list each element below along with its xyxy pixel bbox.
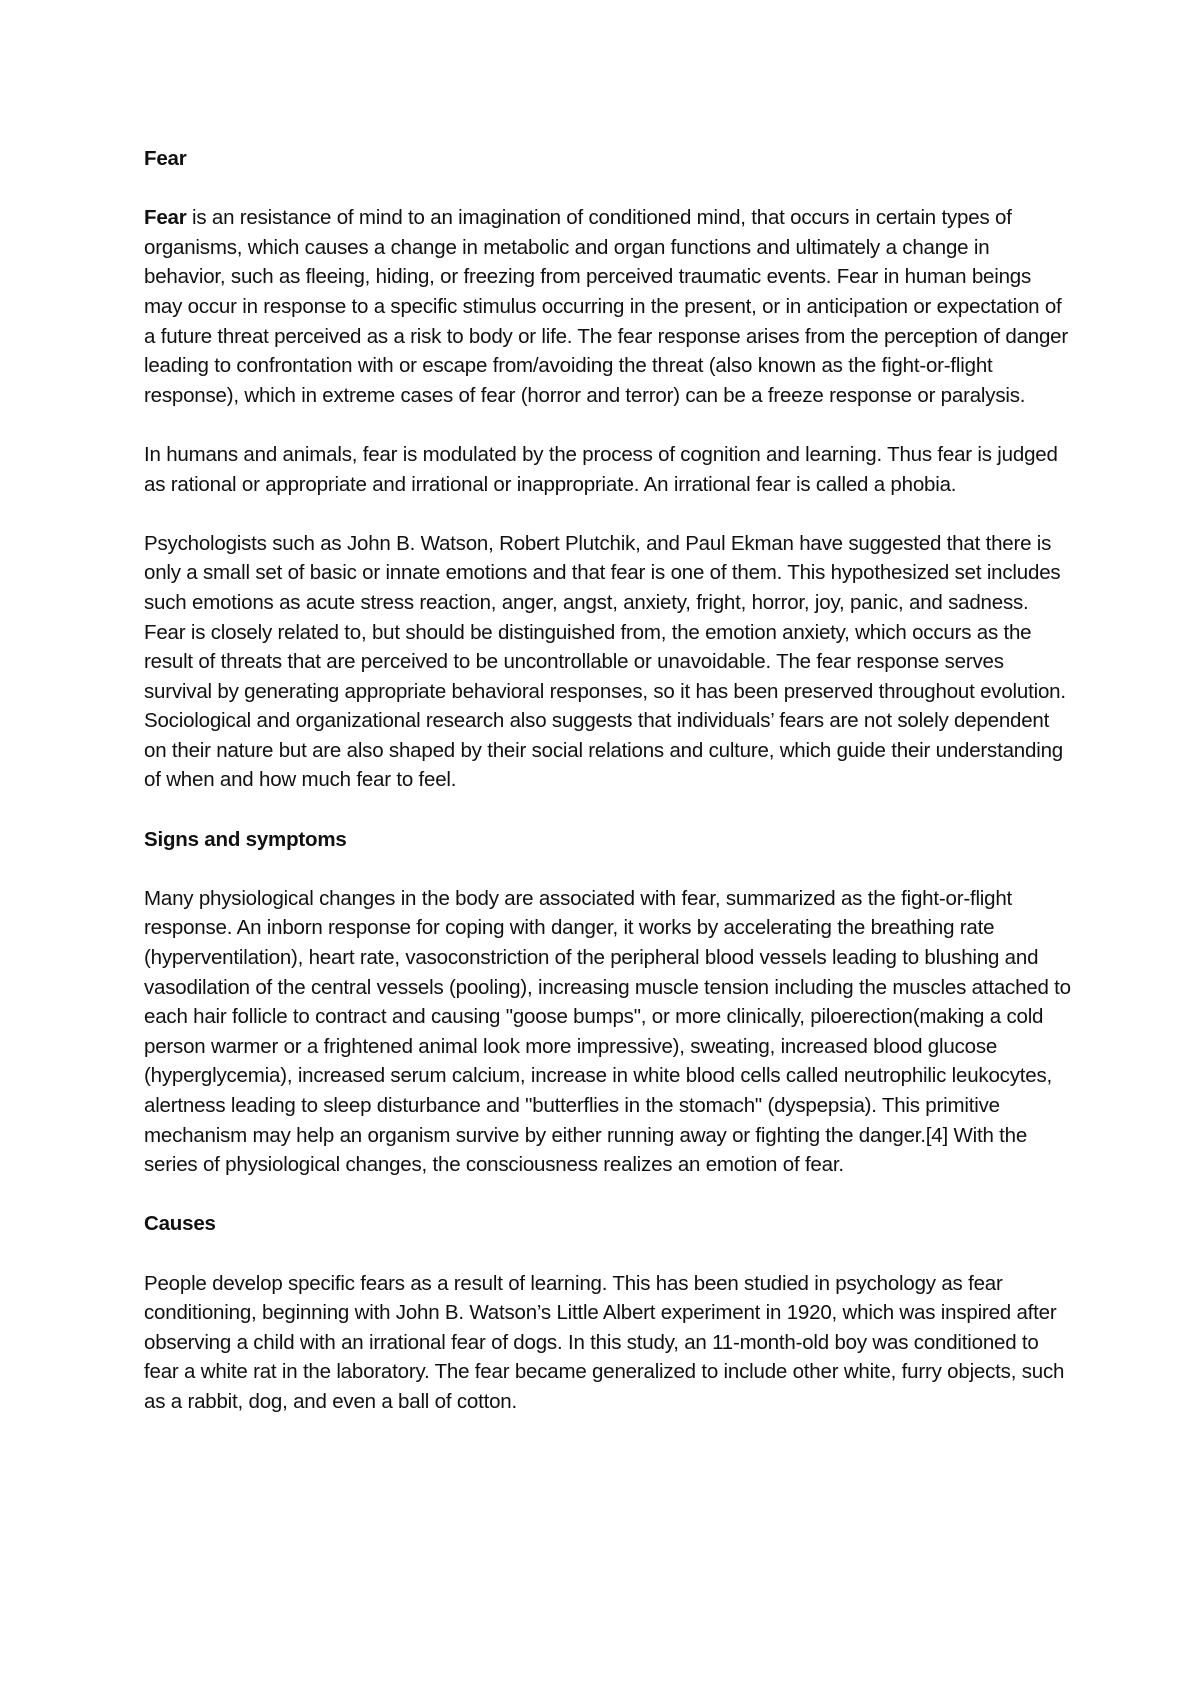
- intro-text: is an resistance of mind to an imagination of conditioned mind, that occurs in certain types of organisms, which causes a change in metabolic and organ functions and ultimately a change in behavior, such as fleeing, hiding, or freezing from perceived traumatic events. Fear in human beings may occur in response to a specific stimulus occurring in the present, or in anticipation or expectation of a future threat perceived as a risk to body or life. The fear response arises from the perception of danger leading to confrontation with or escape from/avoiding the threat (also known as the fight-or-flight response), which in extreme cases of fear (horror and terror) can be a freeze response or paralysis.: [144, 206, 1069, 407]
- paragraph-causes: People develop specific fears as a result of learning. This has been studied in psychology as fear conditioning, beginning with John B. Watson’s Little Albert experiment in 1920, which was inspired after observing a child with an irrational fear of dogs. In this study, an 11-month-old boy was conditioned to fear a white rat in the laboratory. The fear became generalized to include other white, furry objects, such as a rabbit, dog, and even a ball of cotton.: [144, 1271, 1065, 1413]
- document-body: [144, 144, 1074, 1446]
- paragraph-signs: Many physiological changes in the body are associated with fear, summarized as the fight-or-flight response. An inborn response for coping with danger, it works by accelerating the breathing rate (hyperventilation), heart rate, vasoconstriction of the peripheral blood vessels leading to blushing and vasodilation of the central vessels (pooling), increasing muscle tension including the muscles attached to each hair follicle to contract and causing "goose bumps", or more clinically, piloerection(making a cold person warmer or a frightened animal look more impressive), sweating, increased blood glucose (hyperglycemia), increased serum calcium, increase in white blood cells called neutrophilic leukocytes, alertness leading to sleep disturbance and "butterflies in the stomach" (dyspepsia). This primitive mechanism may help an organism survive by either running away or fighting the danger.[4] With the series of physiological changes, the consciousness realizes an emotion of fear.: [144, 886, 1071, 1177]
- intro-paragraph: [144, 203, 1074, 410]
- section-heading-causes: Causes: [144, 1212, 216, 1236]
- document-title: Fear: [144, 147, 187, 170]
- section-heading-signs: Signs and symptoms: [144, 827, 347, 851]
- paragraph-basic-emotions: Psychologists such as John B. Watson, Robert Plutchik, and Paul Ekman have suggested that there is only a small set of basic or innate emotions and that fear is one of them. This hypothesized set includes such emotions as acute stress reaction, anger, angst, anxiety, fright, horror, joy, panic, and sadness. Fear is closely related to, but should be distinguished from, the emotion anxiety, which occurs as the result of threats that are perceived to be uncontrollable or unavoidable. The fear response serves survival by generating appropriate behavioral responses, so it has been preserved throughout evolution. Sociological and organizational research also suggests that individuals’ fears are not solely dependent on their nature but are also shaped by their social relations and culture, which guide their understanding of when and how much fear to feel.: [144, 531, 1066, 792]
- intro-lead-term: Fear: [144, 206, 187, 230]
- paragraph-cognition: In humans and animals, fear is modulated by the process of cognition and learning. Thus fear is judged as rational or appropriate and irrational or inappropriate. An irrational fear is called a phobia.: [144, 442, 1058, 496]
